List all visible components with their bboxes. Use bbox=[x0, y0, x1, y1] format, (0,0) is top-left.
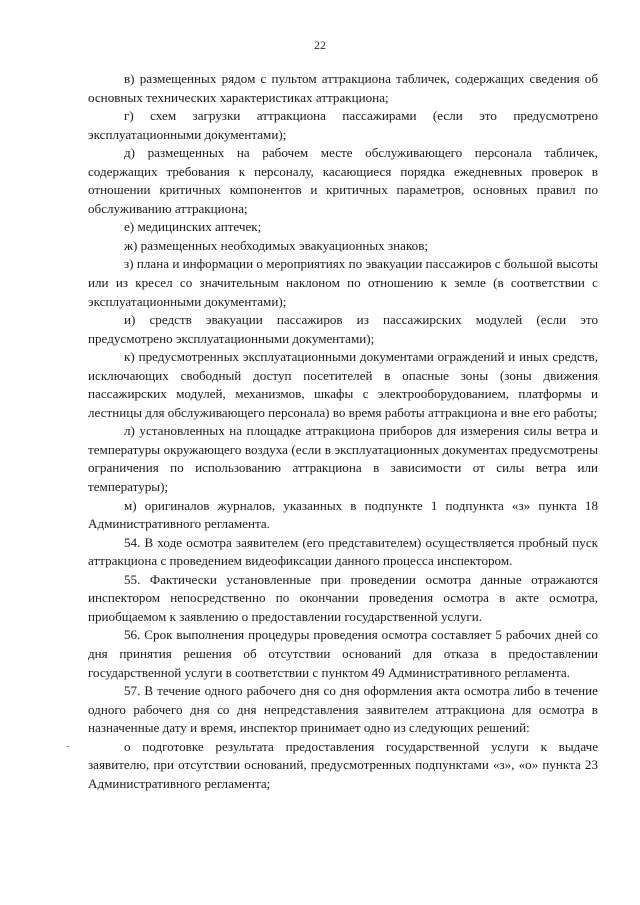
paragraph-item-d: д) размещенных на рабочем месте обслуживающего персонала табличек, содержащих требования к персоналу, касающиеся порядка ежедневных проверок в отношении критичных компонентов и критичных параметров, основных правил по обслуживанию аттракциона; bbox=[88, 145, 598, 216]
paragraph-item-i: и) средств эвакуации пассажиров из пассажирских модулей (если это предусмотрено эксплуатационными документами); bbox=[88, 312, 598, 346]
paragraph-item-g: г) схем загрузки аттракциона пассажирами (если это предусмотрено эксплуатационными документами); bbox=[88, 108, 598, 142]
paragraph-57-decision-1: о подготовке результата предоставления государственной услуги к выдаче заявителю, при отсутствии оснований, предусмотренных подпунктами «з», «о» пункта 23 Административного регламента; bbox=[88, 738, 598, 791]
paragraph-item-k: к) предусмотренных эксплуатационными документами ограждений и иных средств, исключающих свободный доступ посетителей в опасные зоны (зоны движения пассажирских модулей, механизмов, шкафы с электрооборудованием, платформы и лестницы для обслуживающего персонала) во время работы аттракциона и вне его работы; bbox=[88, 349, 598, 420]
margin-mark: - bbox=[66, 741, 70, 752]
paragraph-55: 55. Фактически установленные при проведении осмотра данные отражаются инспектором непосредственно по окончании проведения осмотра в акте осмотра, приобщаемом к заявлению о предоставлении государственной услуги. bbox=[88, 571, 598, 624]
paragraph-item-m: м) оригиналов журналов, указанных в подпункте 1 подпункта «з» пункта 18 Административного регламента. bbox=[88, 497, 598, 532]
document-body bbox=[88, 70, 598, 793]
paragraph-item-zh: ж) размещенных необходимых эвакуационных знаков; bbox=[124, 237, 429, 253]
paragraph-item-z: з) плана и информации о мероприятиях по эвакуации пассажиров с большой высоты или из кресел со значительным наклоном по отношению к земле (в соответствии с эксплуатационными документами); bbox=[88, 256, 598, 309]
paragraph-item-l: л) установленных на площадке аттракциона приборов для измерения силы ветра и температуры окружающего воздуха (если в эксплуатационных документах предусмотрены ограничения по использованию аттракциона в зависимости от силы ветра или температуры); bbox=[88, 423, 598, 495]
paragraph-54: 54. В ходе осмотра заявителем (его представителем) осуществляется пробный пуск аттракциона с проведением видеофиксации данного процесса инспектором. bbox=[88, 534, 598, 569]
paragraph-57: 57. В течение одного рабочего дня со дня оформления акта осмотра либо в течение одного рабочего дня со дня непредставления заявителем аттракциона для осмотра в назначенные дату и время, инспектор принимает одно из следующих решений: bbox=[88, 683, 598, 736]
paragraph-56: 56. Срок выполнения процедуры проведения осмотра составляет 5 рабочих дней со дня принятия решения об отсутствии оснований для отказа в предоставлении государственной услуги в соответствии с пунктом 49 Административного регламента. bbox=[88, 627, 598, 680]
paragraph-item-e: е) медицинских аптечек; bbox=[124, 219, 262, 235]
page-number: 22 bbox=[314, 38, 326, 52]
paragraph-item-v: в) размещенных рядом с пультом аттракциона табличек, содержащих сведения об основных технических характеристиках аттракциона; bbox=[88, 71, 598, 105]
